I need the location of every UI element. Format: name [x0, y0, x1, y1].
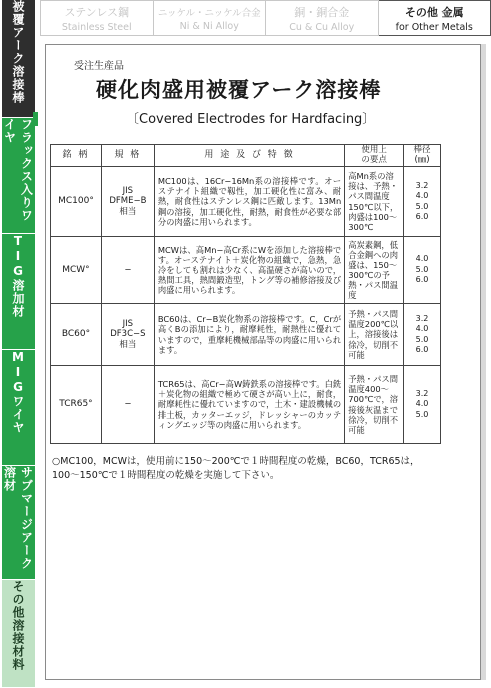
table-row	[51, 304, 441, 366]
standard-cell	[101, 237, 154, 304]
brand-cell: MCW°	[51, 237, 102, 304]
size-value: 3.2	[415, 388, 429, 398]
standard-cell	[101, 366, 154, 444]
table-header-row	[51, 145, 441, 167]
size-cell	[404, 304, 441, 366]
size-value: 3.2	[415, 313, 429, 323]
size-value: 5.0	[415, 201, 429, 211]
table-row	[51, 237, 441, 304]
side-tab-flux-cored-wire[interactable]	[2, 118, 35, 234]
std-line: 相当	[119, 206, 137, 217]
size-cell	[404, 237, 441, 304]
header-diameter-line2: (㎜)	[414, 154, 430, 165]
std-line: DF3C−S	[110, 329, 146, 340]
size-value: 3.2	[415, 180, 429, 190]
tab-label-en: Ni & Ni Alloy	[179, 20, 239, 32]
description-cell: TCR65は、高Cr−高W鋳鉄系の溶接棒です。白銑＋炭化物の組織で極めて硬さが高い上に，耐食，耐摩耗性に優れていますので，土木・建設機械の排土板，カッターエッジ，ドレッシャーのカッティングエッジ等の肉盛に用いられます。	[154, 366, 344, 444]
brand-cell: BC60°	[51, 304, 102, 366]
brand-cell: MC100°	[51, 167, 102, 237]
standard-cell	[101, 304, 154, 366]
std-line: −	[124, 399, 132, 410]
usage-cell: 高炭素鋼，低合金鋼への肉盛は、150〜300℃の予熱・パス間温度	[345, 237, 404, 304]
usage-cell: 予熱・パス間温度200℃以上，溶接後は徐冷，切削不可能	[345, 304, 404, 366]
side-tab-label: サブマージアーク溶材	[2, 466, 34, 570]
table-row	[51, 366, 441, 444]
tab-label-ja: ニッケル・ニッケル合金	[157, 7, 261, 19]
header-usage	[345, 145, 404, 167]
brand-cell: TCR65°	[51, 366, 102, 444]
standard-cell	[101, 167, 154, 237]
size-value: 4.0	[415, 399, 429, 409]
tab-label-en: Cu & Cu Alloy	[289, 21, 355, 33]
size-value: 4.0	[415, 324, 429, 334]
made-to-order-label: 受注生産品	[74, 61, 124, 72]
size-value: 5.0	[415, 334, 429, 344]
page-title: 硬化肉盛用被覆アーク溶接棒	[96, 78, 382, 102]
size-value: 6.0	[415, 275, 429, 285]
size-cell	[404, 167, 441, 237]
side-tab-label: TIG溶加材	[11, 234, 25, 318]
side-tab-label: その他溶接材料	[11, 580, 25, 671]
description-cell: MC100は、16Cr−16Mn系の溶接棒です。オーステナイト組織で靱性，加工硬化性に富み、耐熱，耐食性はステンレス鋼に匹敵します。13Mn鋼の溶接，加工硬化性，耐熱，耐食性が必要な部分の肉盛に用いられます。	[154, 167, 344, 237]
header-usage-line2: の要点	[361, 154, 387, 165]
tab-label-ja: ステンレス鋼	[64, 5, 130, 19]
side-tab-label: フラックス入りワイヤ	[2, 118, 34, 222]
product-spec-table	[50, 144, 441, 444]
header-brand: 銘 柄	[51, 145, 102, 167]
side-tab-other-materials[interactable]	[2, 580, 35, 688]
header-usage-line1: 使用上	[361, 145, 387, 156]
size-value: 6.0	[415, 344, 429, 354]
page-shadow	[481, 44, 486, 680]
category-tabs	[40, 0, 491, 36]
description-cell: MCWは、高Mn−高Cr系にWを添加した溶接棒です。オーステナイト＋炭化物の組織で，急熱，急冷をしても割れは少なく、高温硬さが高いので，熱間工具，熱間鍛造型，トング等の補修溶接及び肉盛に用いられます。	[154, 237, 344, 304]
tab-label-ja: その他 金属	[404, 5, 464, 19]
side-tab-mig-wire[interactable]	[2, 350, 35, 466]
usage-cell: 高Mn系の溶接は、予熱・パス間温度150℃以下，肉盛は100〜300℃	[345, 167, 404, 237]
size-value: 4.0	[415, 191, 429, 201]
std-line: 相当	[119, 339, 137, 350]
header-diameter-line1: 棒径	[413, 145, 431, 156]
size-value: 5.0	[415, 409, 429, 419]
std-line: JIS	[122, 185, 134, 196]
side-tab-label: MIGワイヤ	[11, 350, 25, 434]
side-tab-label: 被覆アーク溶接棒	[11, 0, 25, 104]
size-value: 4.0	[415, 254, 429, 264]
tab-label-en: Stainless Steel	[61, 21, 132, 33]
tab-label-en: for Other Metals	[395, 21, 473, 33]
side-tab-strip	[0, 0, 38, 688]
description-cell: BC60は、Cr−B炭化物系の溶接棒です。C，Crが高くBの添加により，耐摩耗性，耐熱性に優れていますので，重摩耗機械部品等の肉盛に用いられます。	[154, 304, 344, 366]
table-row	[51, 167, 441, 237]
size-cell	[404, 366, 441, 444]
tab-nickel-alloy[interactable]	[154, 0, 267, 36]
side-tab-covered-electrodes[interactable]	[2, 0, 35, 118]
usage-cell: 予熱・パス間温度400〜700℃で，溶接後灰温まで徐冷，切削不可能	[345, 366, 404, 444]
header-description: 用 途 及 び 特 徴	[154, 145, 344, 167]
tab-copper-alloy[interactable]	[266, 0, 379, 36]
size-value: 6.0	[415, 211, 429, 221]
header-diameter	[404, 145, 441, 167]
header-standard: 規 格	[101, 145, 154, 167]
size-value: 5.0	[415, 264, 429, 274]
std-line: −	[124, 264, 132, 275]
usage-note: ○MC100，MCWは，使用前に150〜200℃で１時間程度の乾燥，BC60，TCR65は，100〜150℃で１時間程度の乾燥を実施して下さい。	[52, 456, 420, 481]
std-line: JIS	[122, 318, 134, 329]
tab-stainless-steel[interactable]	[40, 0, 154, 36]
std-line: DFME−B	[109, 196, 147, 207]
page-title-en: 〔Covered Electrodes for Hardfacing〕	[126, 112, 376, 127]
side-tab-tig-filler[interactable]	[2, 234, 35, 350]
side-tab-submerged-arc[interactable]	[2, 466, 35, 580]
tab-label-ja: 銅・銅合金	[294, 5, 350, 19]
tab-other-metals[interactable]	[379, 0, 491, 36]
